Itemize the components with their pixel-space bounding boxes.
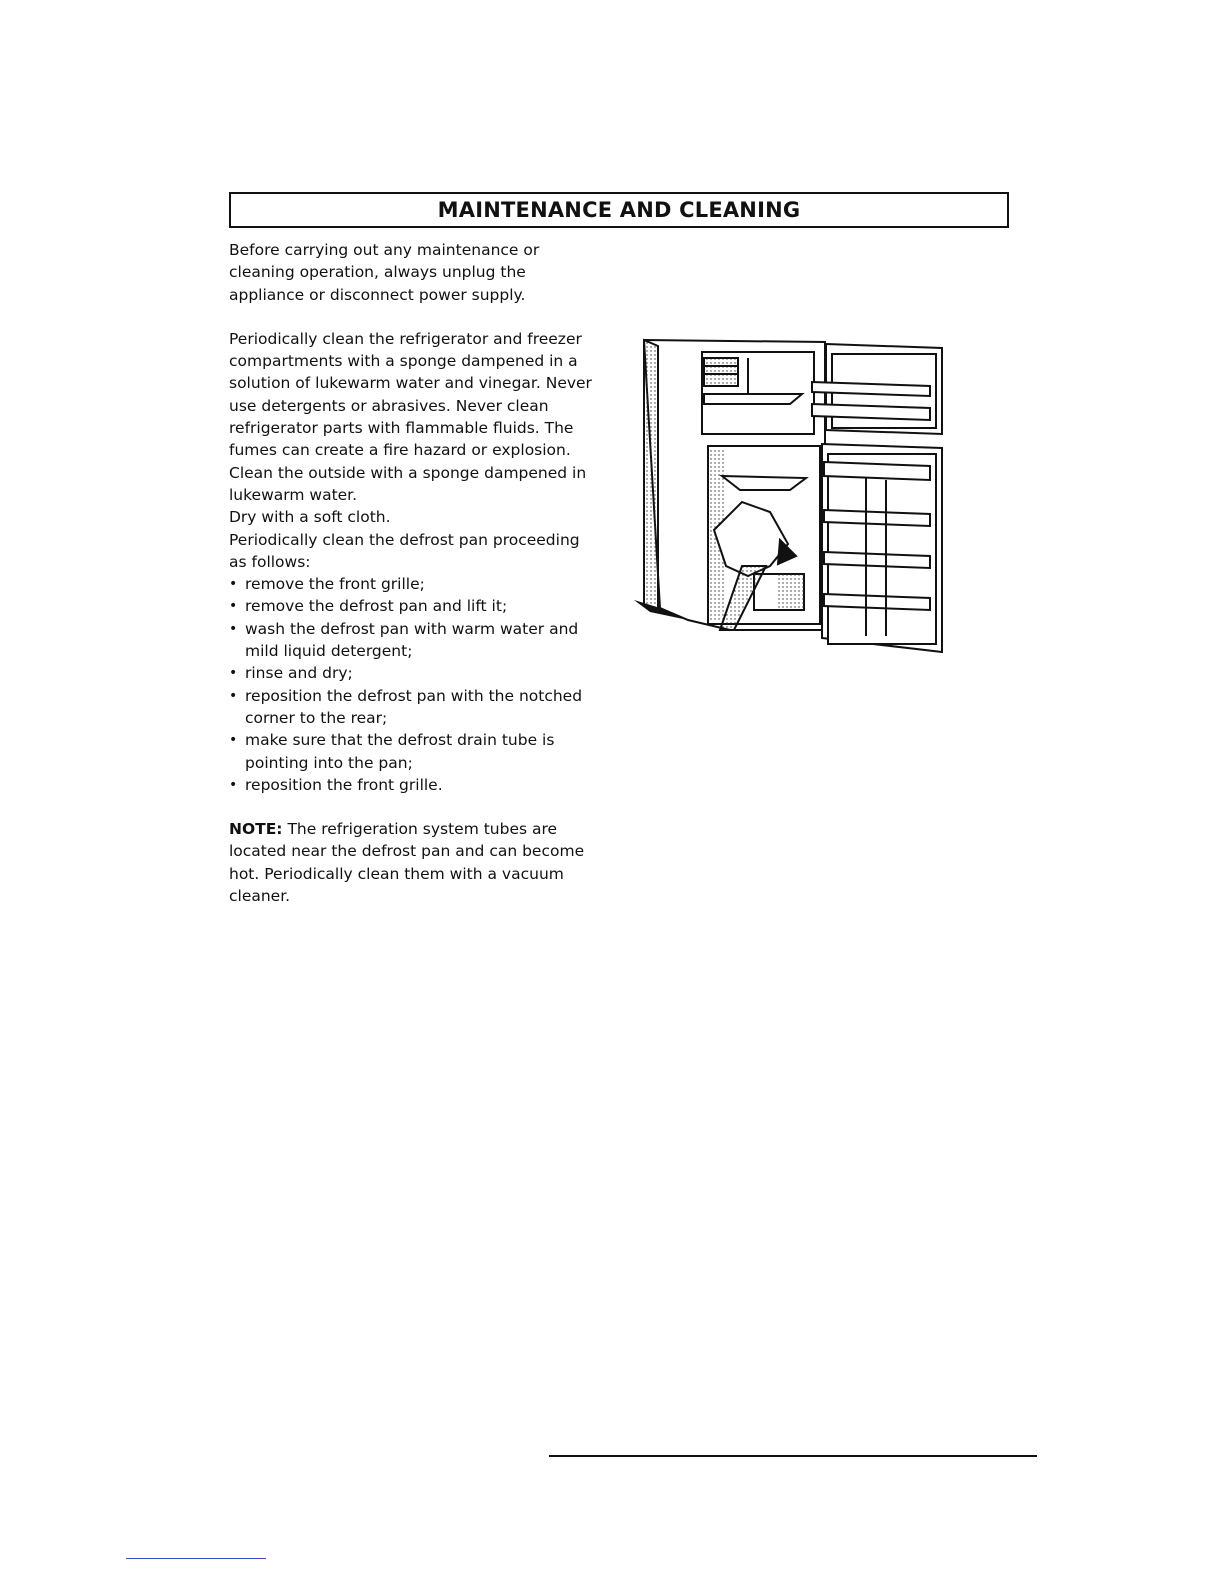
note-label: NOTE: — [229, 820, 283, 839]
note-paragraph — [229, 818, 599, 907]
footer-rule-left — [126, 1558, 266, 1559]
defrost-steps-list — [229, 573, 599, 796]
defrost-intro-text: Periodically clean the defrost pan proceeding as follows: — [229, 530, 580, 571]
list-item: • make sure that the defrost drain tube is pointing into the pan; — [229, 729, 599, 774]
page-title: MAINTENANCE AND CLEANING — [437, 198, 801, 222]
list-item: • remove the defrost pan and lift it; — [229, 595, 599, 617]
outside-cleaning-text: Clean the outside with a sponge dampened in lukewarm water. — [229, 463, 587, 504]
cleaning-paragraph: Periodically clean the refrigerator and freezer compartments with a sponge dampened in a solution of lukewarm water and vinegar. Never use detergents or abrasives. Never clean refrigerator parts with flammable fluids. The fumes can create a fire hazard or explosion. — [229, 329, 592, 460]
intro-paragraph: Before carrying out any maintenance or cleaning operation, always unplug the appliance or disconnect power supply. — [229, 241, 540, 304]
body-text — [229, 239, 599, 907]
section-header — [229, 192, 1009, 228]
dry-text: Dry with a soft cloth. — [229, 508, 391, 527]
list-item: • reposition the front grille. — [229, 774, 599, 796]
list-item: • reposition the defrost pan with the notched corner to the rear; — [229, 685, 599, 730]
note-text: The refrigeration system tubes are located near the defrost pan and can become hot. Periodically clean them with a vacuum cleaner. — [229, 820, 585, 906]
list-item: • rinse and dry; — [229, 662, 599, 684]
footer-rule — [549, 1455, 1037, 1457]
refrigerator-cleaning-illustration — [630, 330, 946, 655]
list-item: • wash the defrost pan with warm water and mild liquid detergent; — [229, 618, 599, 663]
list-item: • remove the front grille; — [229, 573, 599, 595]
